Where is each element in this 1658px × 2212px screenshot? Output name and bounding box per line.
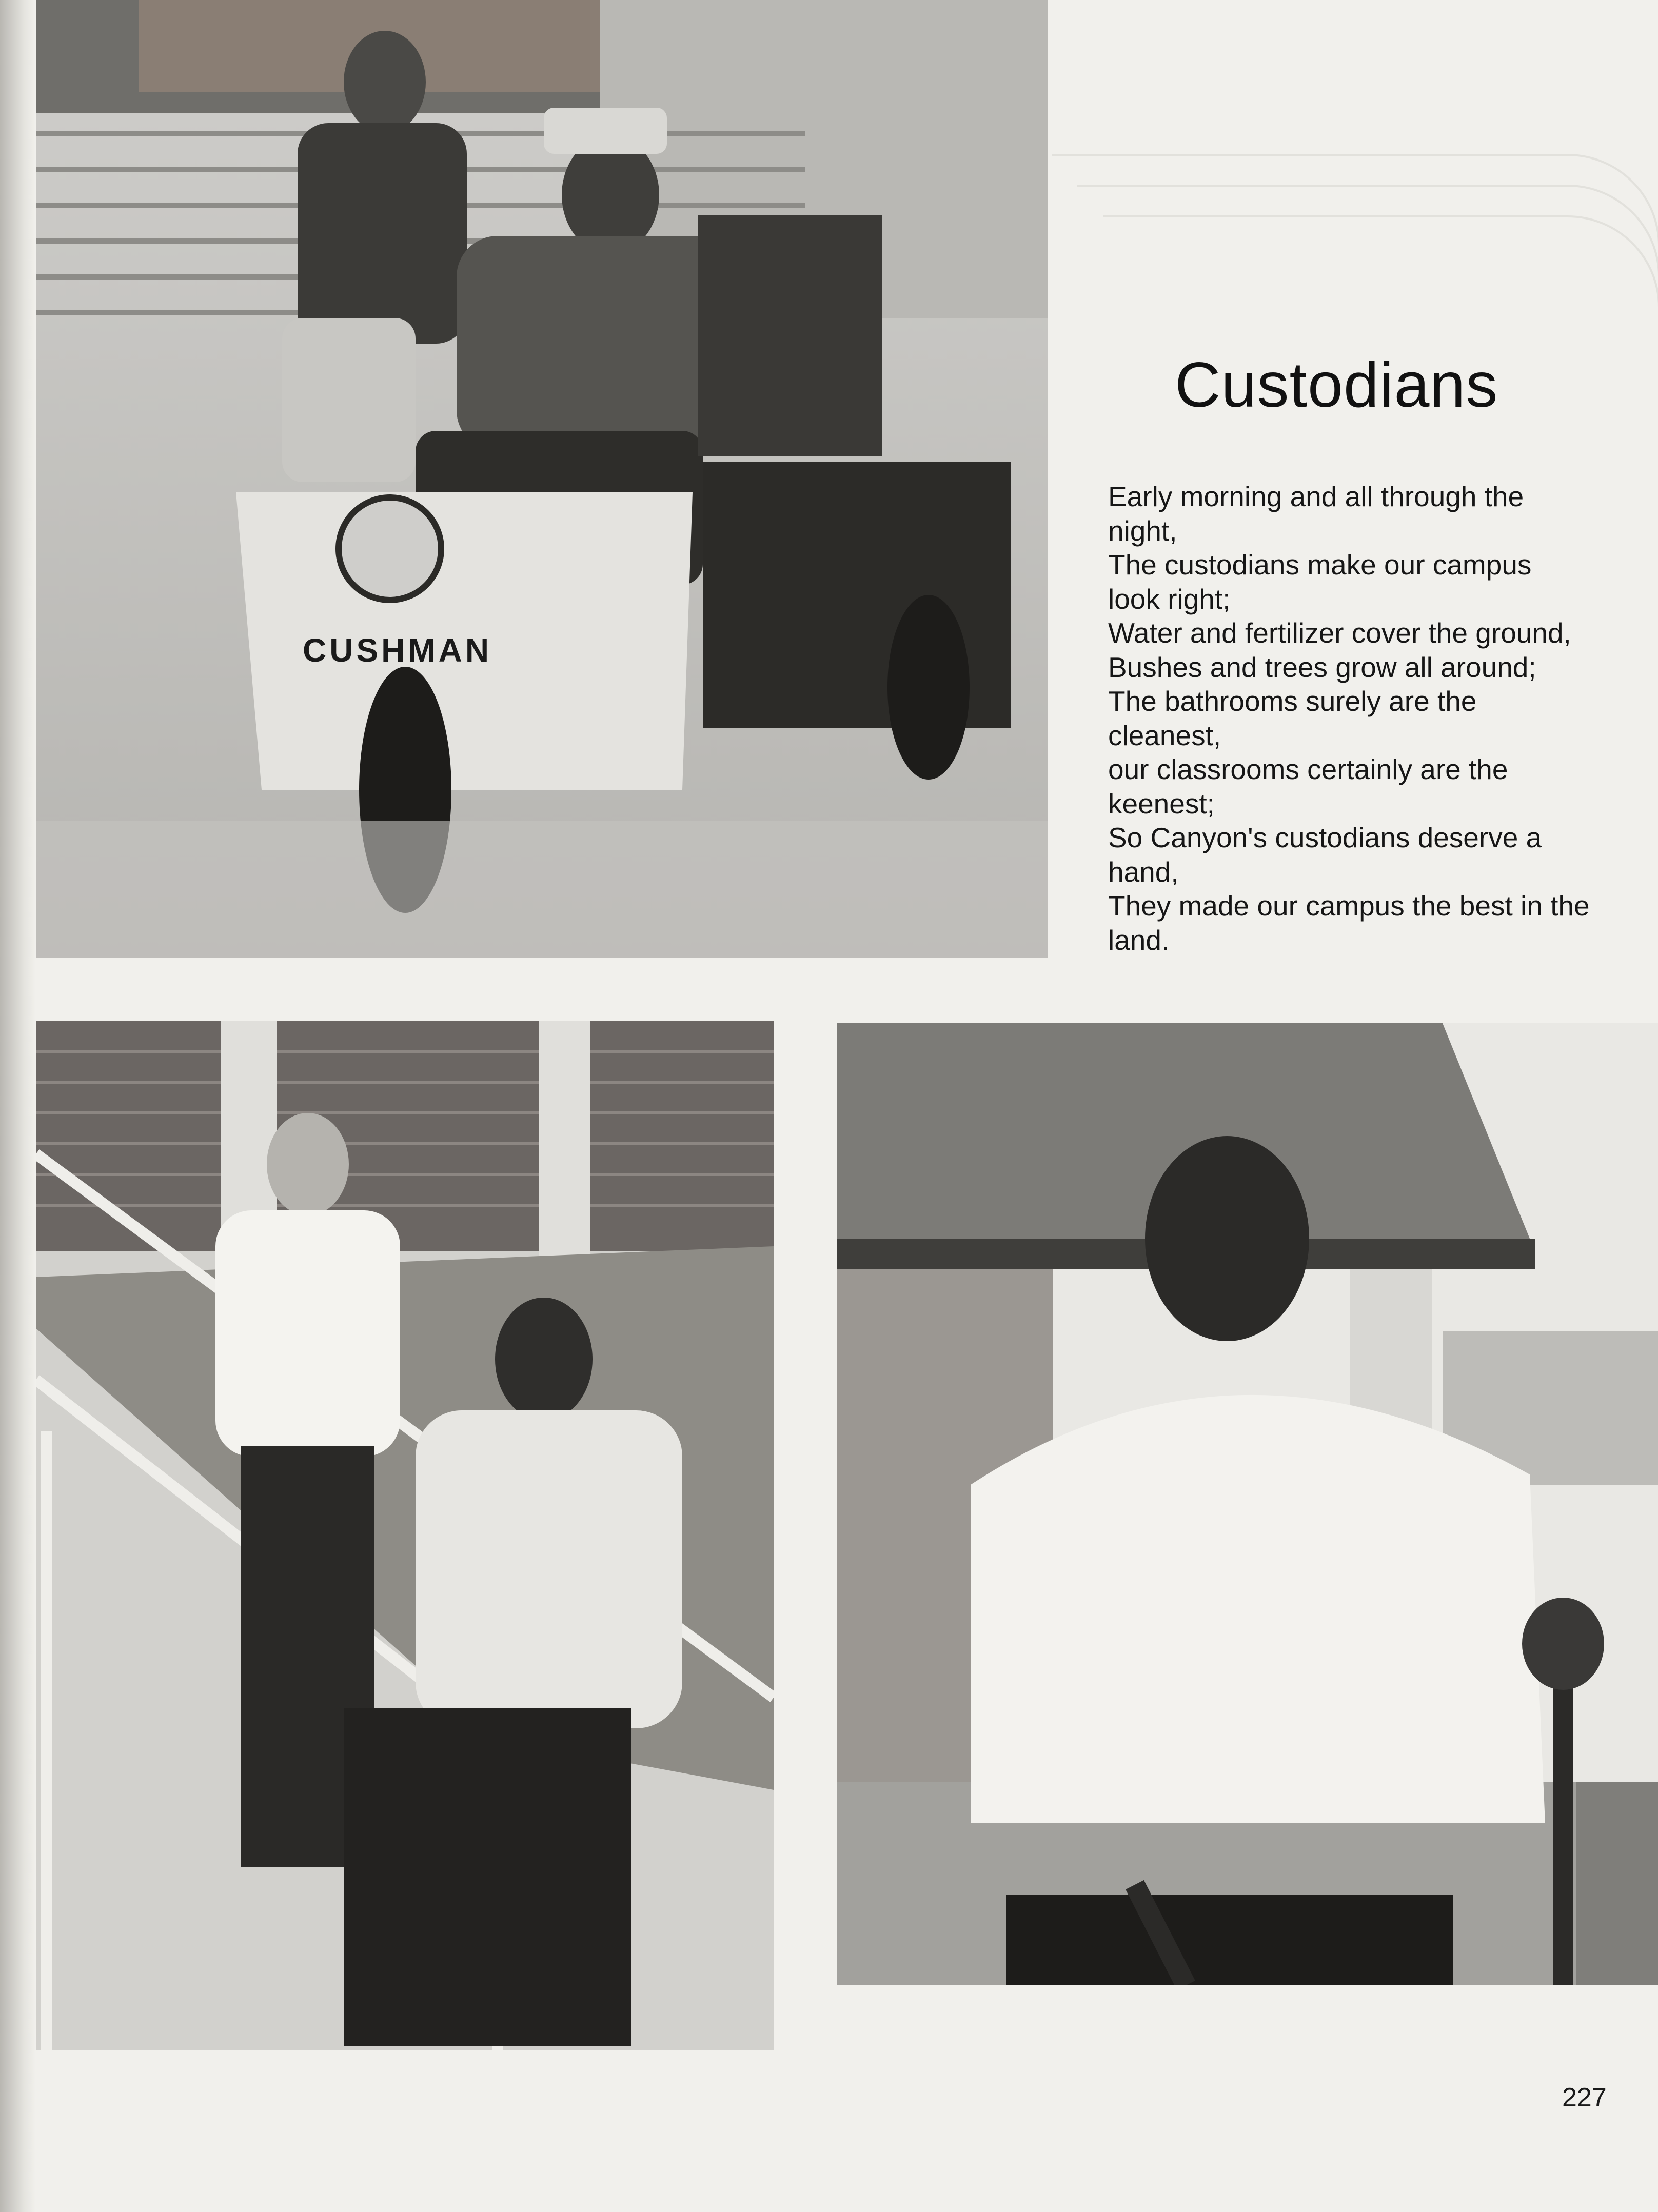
poem-line: hand,: [1108, 855, 1179, 888]
photo-custodians-on-stairs: [36, 1021, 774, 2050]
poem-line: land.: [1108, 924, 1170, 956]
photo-stairs-scene: [36, 1021, 774, 2050]
poem-line: keenest;: [1108, 787, 1215, 820]
binding-shadow: [0, 0, 36, 2212]
poem: [1108, 480, 1590, 957]
cart-brand-text: CUSHMAN: [303, 632, 492, 669]
poem-line: The custodians make our campus: [1108, 549, 1532, 581]
poem-line: So Canyon's custodians deserve a: [1108, 822, 1542, 853]
poem-line: night,: [1108, 514, 1177, 547]
page-number: 227: [1562, 2083, 1607, 2113]
poem-line: look right;: [1108, 583, 1231, 615]
poem-line: cleanest,: [1108, 719, 1221, 751]
page-title: Custodians: [1175, 350, 1498, 421]
photo-custodians-on-cart: [36, 0, 1048, 958]
poem-line: Water and fertilizer cover the ground,: [1108, 617, 1571, 649]
poem-line: Bushes and trees grow all around;: [1108, 651, 1536, 683]
poem-line: our classrooms certainly are the: [1108, 753, 1508, 785]
poem-line: The bathrooms surely are the: [1108, 685, 1477, 717]
poem-line: They made our campus the best in the: [1108, 890, 1590, 922]
photo-custodian-with-broom: [837, 1023, 1658, 1985]
poem-line: Early morning and all through the: [1108, 481, 1524, 512]
photo-broom-scene: [837, 1023, 1658, 1985]
photo-cart-scene: [36, 0, 1048, 958]
decorative-guide-line: [1103, 215, 1658, 464]
